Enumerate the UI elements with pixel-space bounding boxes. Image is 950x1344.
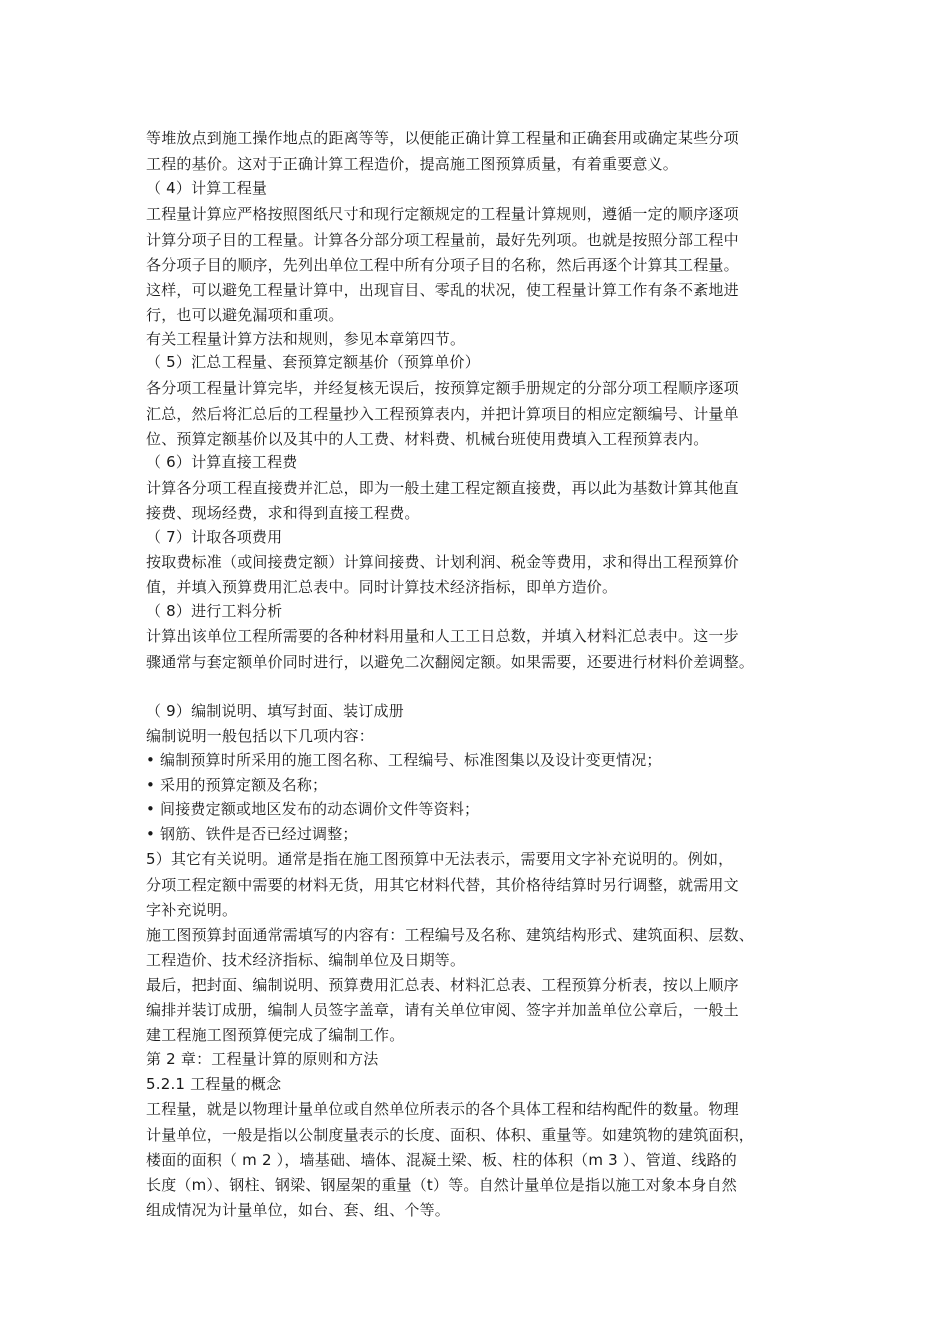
section-heading: （ 4）计算工程量 [146,179,268,197]
paragraph-line: 行，也可以避免漏项和重项。 [146,306,344,324]
paragraph-line: 编排并装订成册，编制人员签字盖章，请有关单位审阅、签字并加盖单位公章后，一般土 [146,1001,739,1019]
paragraph-line: 有关工程量计算方法和规则，参见本章第四节。 [146,330,466,348]
paragraph-line: 建工程施工图预算便完成了编制工作。 [146,1026,405,1044]
paragraph-line: 分项工程定额中需要的材料无货，用其它材料代替，其价格待结算时另行调整，就需用文 [146,876,739,894]
list-item: • 编制预算时所采用的施工图名称、工程编号、标准图集以及设计变更情况； [146,751,662,769]
paragraph-line: 骤通常与套定额单价同时进行，以避免二次翻阅定额。如果需要，还要进行材料价差调整。 [146,653,755,671]
paragraph-line: 按取费标准（或间接费定额）计算间接费、计划利润、税金等费用，求和得出工程预算价 [146,553,739,571]
paragraph-line: 各分项工程量计算完毕，并经复核无误后，按预算定额手册规定的分部分项工程顺序逐项 [146,379,739,397]
section-heading: （ 6）计算直接工程费 [146,453,298,471]
paragraph-line: 位、预算定额基价以及其中的人工费、材料费、机械台班使用费填入工程预算表内。 [146,430,709,448]
paragraph-line: 5）其它有关说明。通常是指在施工图预算中无法表示，需要用文字补充说明的。例如， [146,850,734,868]
section-heading: （ 5）汇总工程量、套预算定额基价（预算单价） [146,353,480,371]
paragraph-line: 工程的基价。这对于正确计算工程造价，提高施工图预算质量，有着重要意义。 [146,155,679,173]
paragraph-line: 工程造价、技术经济指标、编制单位及日期等。 [146,951,466,969]
section-heading: （ 9）编制说明、填写封面、装订成册 [146,702,404,720]
list-item: • 钢筋、铁件是否已经过调整； [146,825,358,843]
section-heading: （ 8）进行工料分析 [146,602,283,620]
paragraph-line: 最后，把封面、编制说明、预算费用汇总表、材料汇总表、工程预算分析表，按以上顺序 [146,976,739,994]
paragraph-line: 各分项子目的顺序，先列出单位工程中所有分项子目的名称，然后再逐个计算其工程量。 [146,256,739,274]
paragraph-line: 编制说明一般包括以下几项内容： [146,727,375,745]
paragraph-line: 工程量，就是以物理计量单位或自然单位所表示的各个具体工程和结构配件的数量。物理 [146,1100,739,1118]
paragraph-line: 计算出该单位工程所需要的各种材料用量和人工工日总数，并填入材料汇总表中。这一步 [146,627,739,645]
paragraph-line: 计算分项子目的工程量。计算各分部分项工程量前，最好先列项。也就是按照分部工程中 [146,231,739,249]
list-item: • 间接费定额或地区发布的动态调价文件等资料； [146,800,480,818]
paragraph-line: 这样，可以避免工程量计算中，出现盲目、零乱的状况，使工程量计算工作有条不紊地进 [146,281,739,299]
paragraph-line: 工程量计算应严格按照图纸尺寸和现行定额规定的工程量计算规则，遵循一定的顺序逐项 [146,205,739,223]
paragraph-line: 计量单位，一般是指以公制度量表示的长度、面积、体积、重量等。如建筑物的建筑面积， [146,1126,755,1144]
chapter-heading: 第 2 章：工程量计算的原则和方法 [146,1050,379,1068]
paragraph-line: 施工图预算封面通常需填写的内容有：工程编号及名称、建筑结构形式、建筑面积、层数、 [146,926,755,944]
paragraph-line: 楼面的面积（ m 2 ），墙基础、墙体、混凝土梁、板、柱的体积（m 3 ）、管道、线路的 [146,1151,737,1169]
paragraph-line: 接费、现场经费，求和得到直接工程费。 [146,504,420,522]
section-heading: （ 7）计取各项费用 [146,528,283,546]
subsection-heading: 5.2.1 工程量的概念 [146,1075,282,1093]
paragraph-line: 计算各分项工程直接费并汇总，即为一般土建工程定额直接费，再以此为基数计算其他直 [146,479,739,497]
paragraph-line: 等堆放点到施工操作地点的距离等等，以便能正确计算工程量和正确套用或确定某些分项 [146,129,739,147]
paragraph-line: 长度（m）、钢柱、钢梁、钢屋架的重量（t）等。自然计量单位是指以施工对象本身自然 [146,1176,737,1194]
paragraph-line: 值，并填入预算费用汇总表中。同时计算技术经济指标，即单方造价。 [146,578,618,596]
list-item: • 采用的预算定额及名称； [146,776,328,794]
paragraph-line: 汇总，然后将汇总后的工程量抄入工程预算表内，并把计算项目的相应定额编号、计量单 [146,405,739,423]
paragraph-line: 字补充说明。 [146,901,238,919]
paragraph-line: 组成情况为计量单位，如台、套、组、个等。 [146,1201,451,1219]
